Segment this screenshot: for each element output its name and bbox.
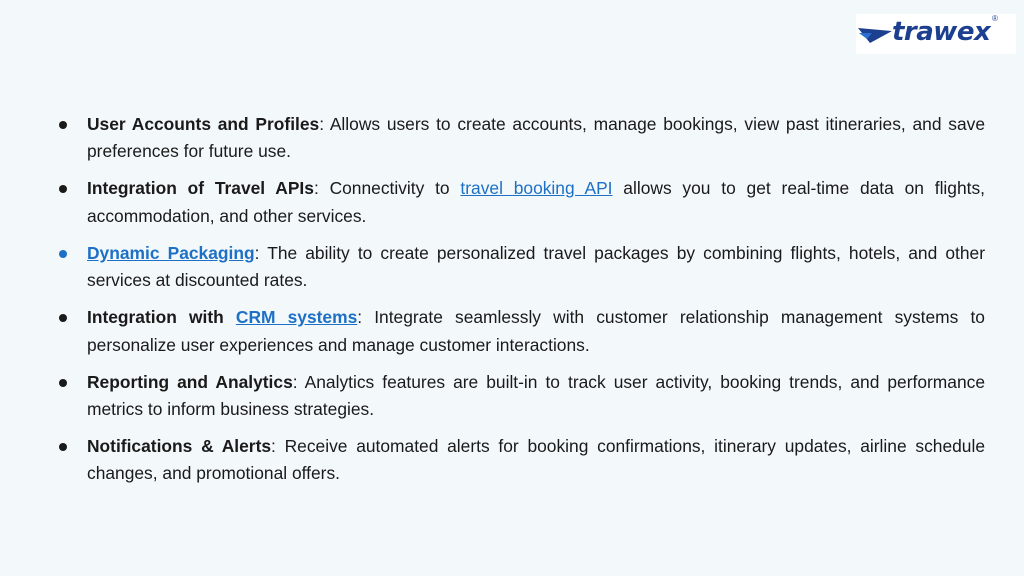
list-item-dynamic-packaging [56, 240, 985, 295]
feature-list [56, 111, 985, 497]
item-term: Notifications & Alerts [87, 436, 272, 457]
item-text: : The ability to create personalized travel packages by combining flights, hotels, and other services at discounted rates. [87, 242, 985, 291]
bullet-icon [59, 250, 67, 258]
item-term: Integration of Travel APIs [87, 178, 314, 199]
item-term: Integration with [87, 307, 236, 328]
item-term: Reporting and Analytics [87, 371, 293, 392]
bullet-icon [59, 121, 67, 129]
travel-booking-api-link[interactable]: travel booking API [460, 178, 613, 199]
item-text: : Integrate seamlessly with customer relationship management systems to personalize user experiences and manage customer interactions. [87, 307, 985, 355]
list-item-user-accounts [56, 111, 985, 166]
item-text: allows you to get real-time data on flights, accommodation, and other services. [87, 178, 986, 226]
list-item-notifications [56, 433, 985, 488]
bullet-icon [59, 443, 67, 451]
bullet-icon [59, 185, 67, 193]
bullet-icon [59, 314, 67, 322]
item-text: : Analytics features are built-in to track user activity, booking trends, and performance metrics to inform business strategies. [87, 371, 986, 420]
item-text: : Receive automated alerts for booking confirmations, itinerary updates, airline schedule changes, and promotional offers. [87, 436, 985, 484]
crm-systems-link[interactable]: CRM systems [235, 307, 358, 328]
list-item-reporting [56, 369, 985, 424]
list-item-crm [56, 304, 985, 359]
logo-wordmark: trawex [892, 17, 991, 47]
registered-mark: ® [992, 14, 998, 23]
plane-icon [856, 14, 896, 54]
trawex-logo[interactable] [856, 14, 1016, 54]
dynamic-packaging-link[interactable]: Dynamic Packaging [87, 242, 255, 263]
item-text: : Allows users to create accounts, manage bookings, view past itineraries, and save preferences for future use. [87, 114, 985, 162]
bullet-icon [59, 379, 67, 387]
list-item-travel-apis [56, 175, 985, 230]
item-text-pre: : Connectivity to [313, 178, 461, 199]
item-term: User Accounts and Profiles [87, 114, 320, 134]
